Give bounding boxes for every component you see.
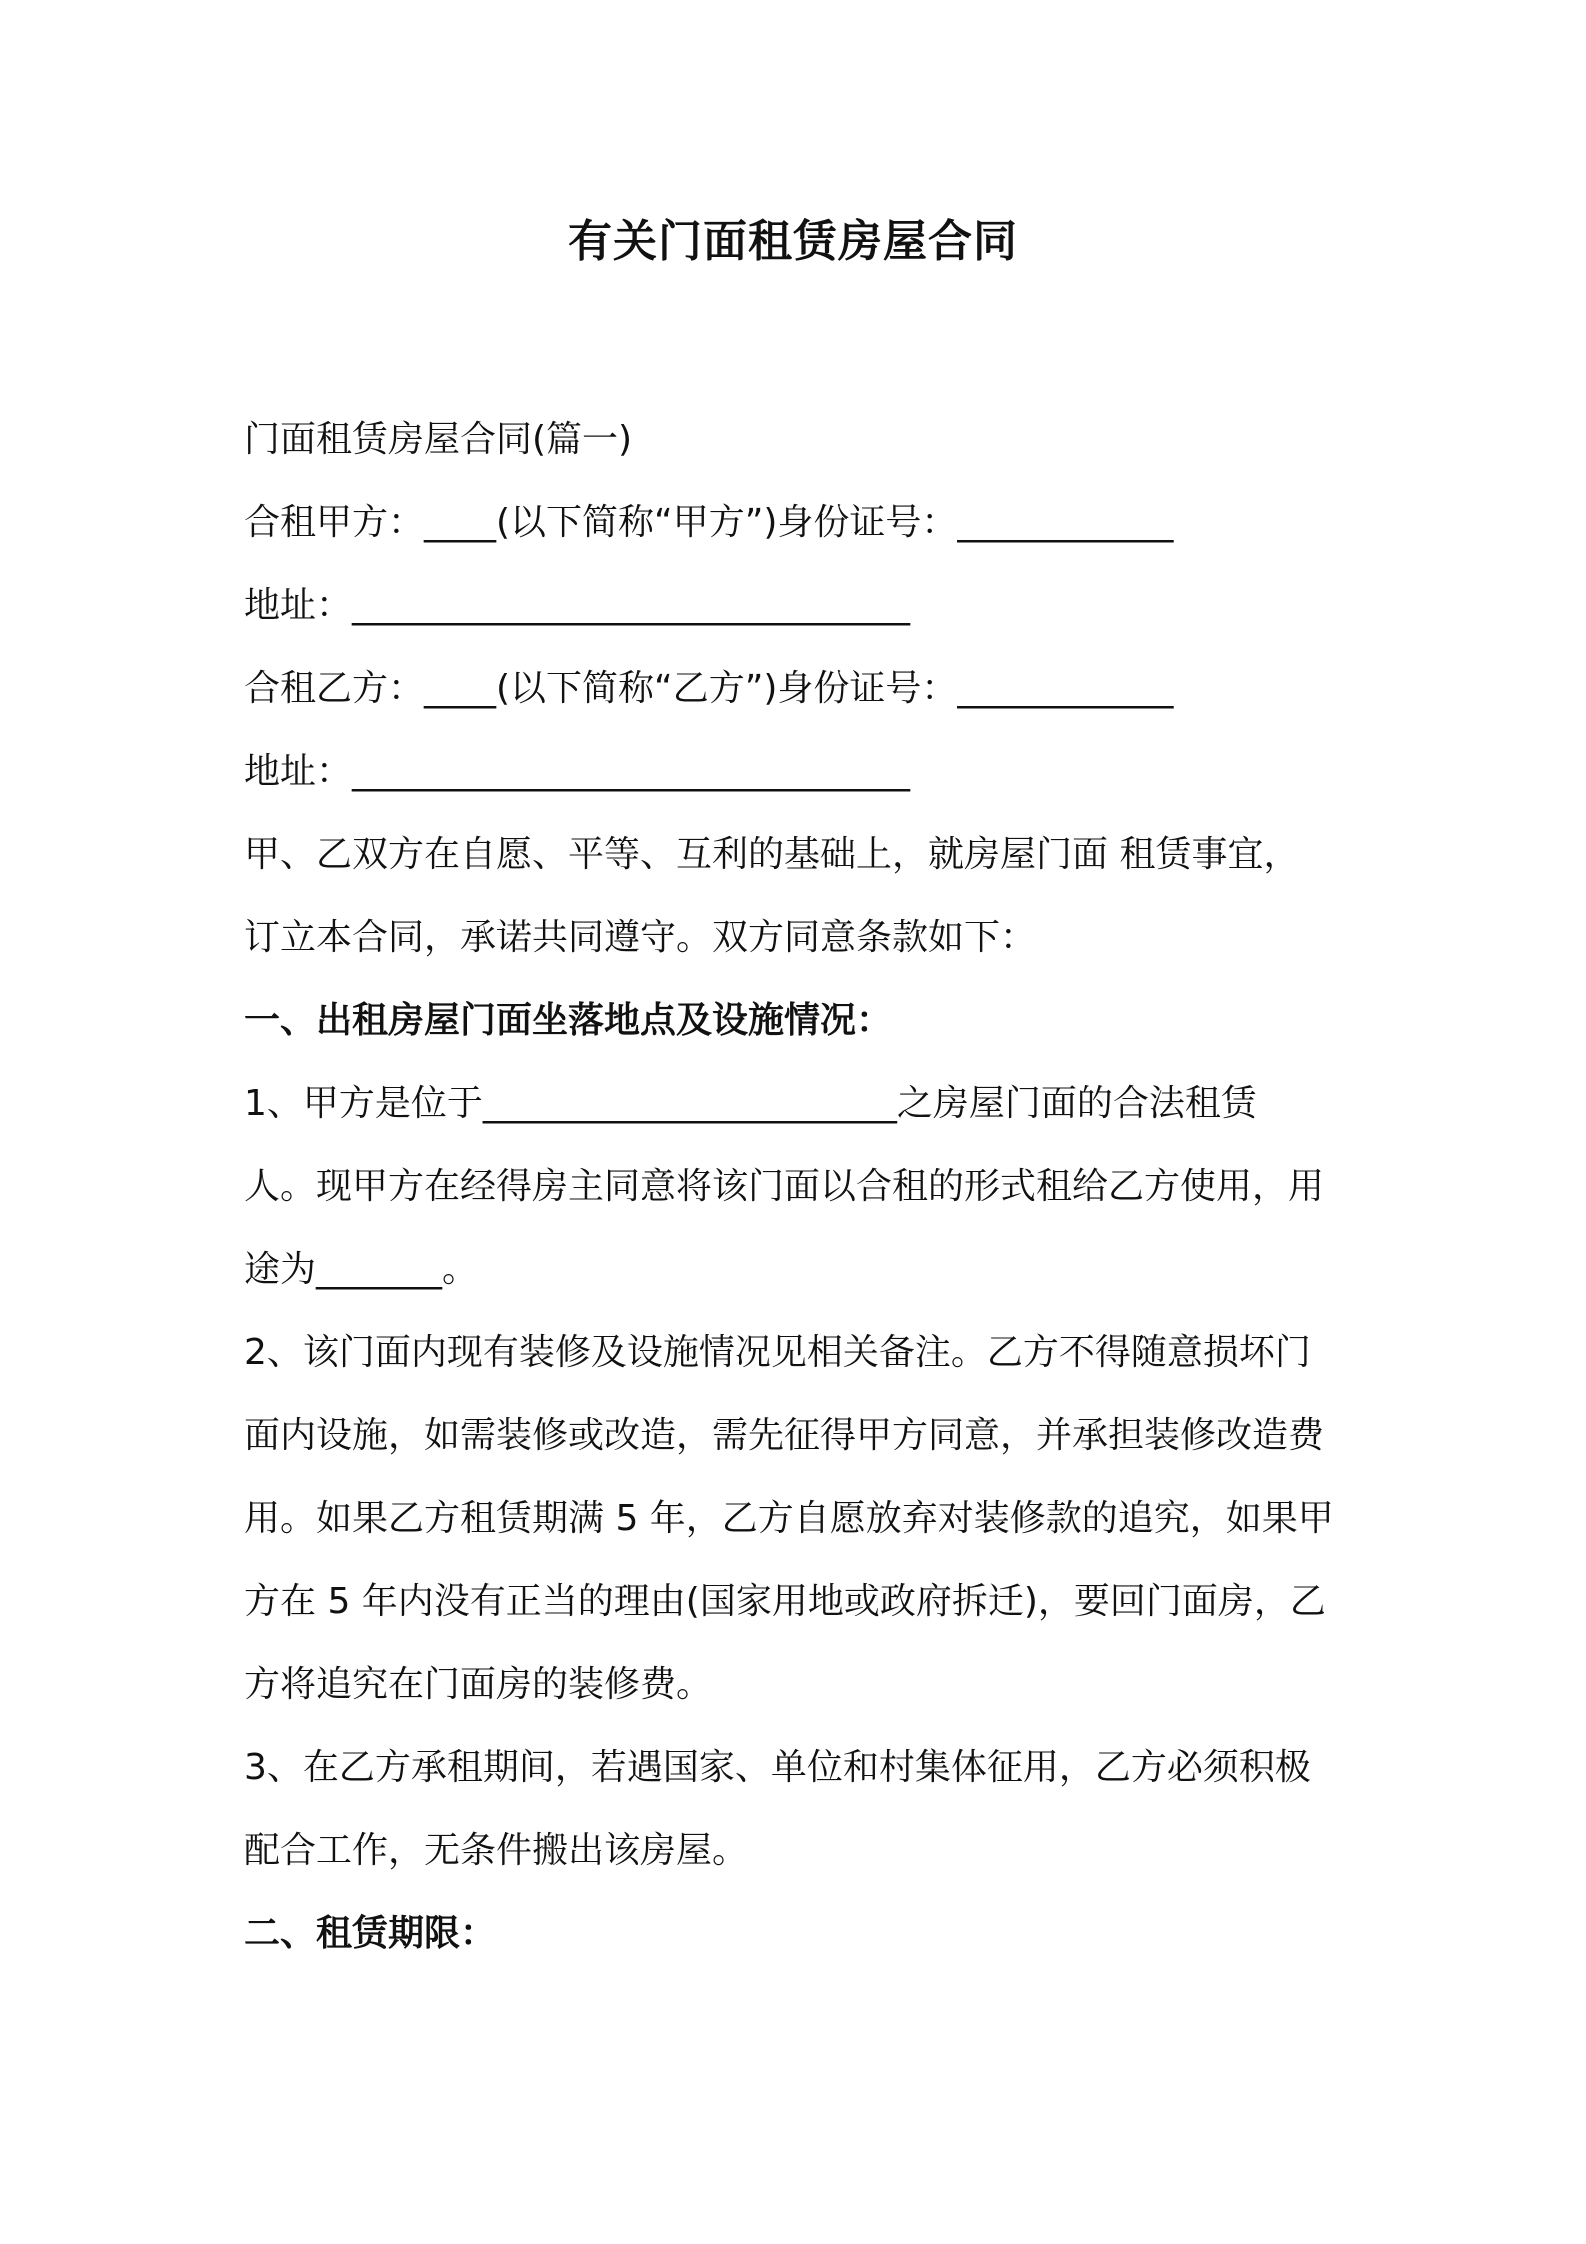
preamble-line: 订立本合同，承诺共同遵守。双方同意条款如下： <box>244 917 1037 958</box>
document-title: 有关门面租赁房屋合同 <box>568 216 1018 267</box>
document-body <box>244 405 1350 1982</box>
clause-line: 3、在乙方承租期间，若遇国家、单位和村集体征用，乙方必须积极 <box>244 1747 1311 1788</box>
section-heading: 二、租赁期限： <box>244 1913 497 1954</box>
clause-line: 1、甲方是位于_______________________之房屋门面的合法租赁 <box>244 1083 1257 1124</box>
party-a-line: 合租甲方：____(以下简称“甲方”)身份证号：____________ <box>244 502 1174 543</box>
party-b-line: 合租乙方：____(以下简称“乙方”)身份证号：____________ <box>244 668 1174 709</box>
party-b-address-line: 地址：_______________________________ <box>244 751 911 792</box>
clause-line: 途为_______。 <box>244 1249 479 1290</box>
clause-line: 方在 5 年内没有正当的理由(国家用地或政府拆迁)，要回门面房，乙 <box>244 1581 1326 1622</box>
section-heading: 一、出租房屋门面坐落地点及设施情况： <box>244 1000 893 1041</box>
clause-line: 2、该门面内现有装修及设施情况见相关备注。乙方不得随意损坏门 <box>244 1332 1311 1373</box>
party-a-address-line: 地址：_______________________________ <box>244 585 911 626</box>
clause-line: 配合工作，无条件搬出该房屋。 <box>244 1830 749 1871</box>
preamble-line: 甲、乙双方在自愿、平等、互利的基础上，就房屋门面 租赁事宜， <box>244 834 1300 875</box>
clause-line: 用。如果乙方租赁期满 5 年，乙方自愿放弃对装修款的追究，如果甲 <box>244 1498 1334 1539</box>
clause-line: 面内设施，如需装修或改造，需先征得甲方同意，并承担装修改造费 <box>244 1415 1325 1456</box>
subtitle-line: 门面租赁房屋合同(篇一) <box>244 419 633 460</box>
clause-line: 人。现甲方在经得房主同意将该门面以合租的形式租给乙方使用，用 <box>244 1166 1325 1207</box>
clause-line: 方将追究在门面房的装修费。 <box>244 1664 713 1705</box>
